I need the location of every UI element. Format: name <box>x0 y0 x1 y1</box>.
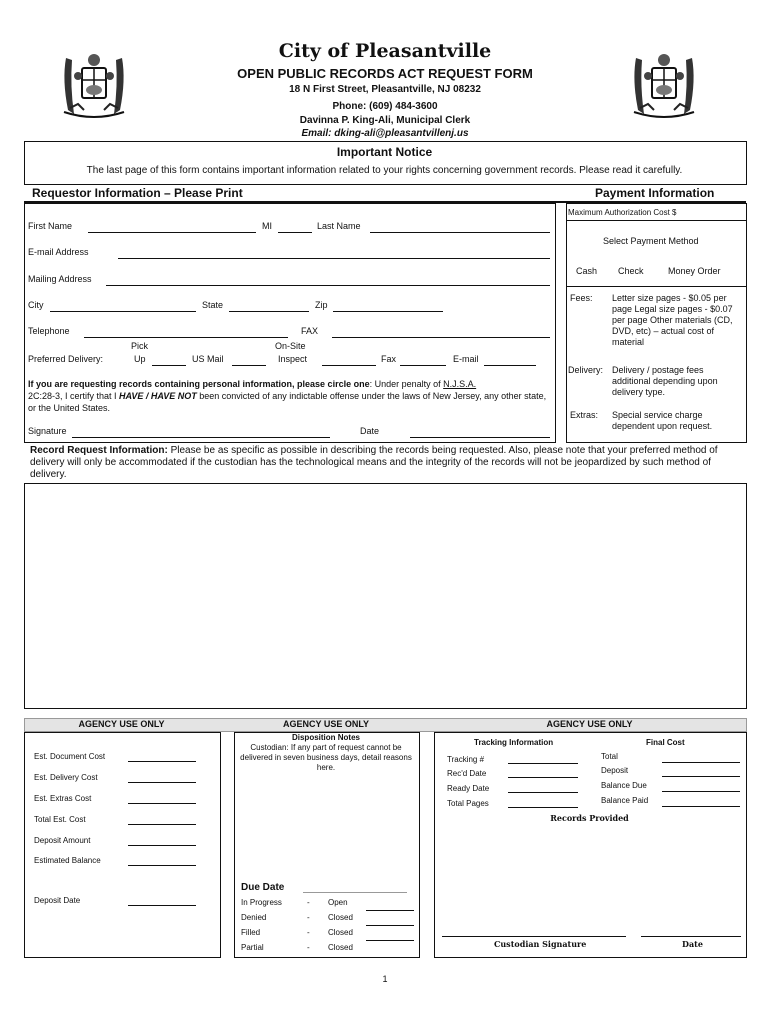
deposit-amount-field[interactable] <box>128 845 196 846</box>
city-title: City of Pleasantville <box>278 40 492 62</box>
final-deposit-field[interactable] <box>662 776 740 777</box>
balance-due-label: Balance Due <box>601 781 647 790</box>
preferred-delivery-label: Preferred Delivery: <box>28 354 104 364</box>
mailing-label: Mailing Address <box>28 274 92 284</box>
signature-label: Signature <box>28 426 67 436</box>
record-request-heading: Record Request Information: <box>30 445 168 456</box>
max-auth-label: Maximum Authorization Cost $ <box>568 208 677 217</box>
max-auth-rule <box>566 220 746 221</box>
agency3-title: AGENCY USE ONLY <box>546 719 633 729</box>
tracking-title: Tracking Information <box>474 738 554 747</box>
certification-text: If you are requesting records containing personal information, please circle one: Under penalty of N.J.S.A. 2C:28-3, I certify that I HAVE / HAVE NOT been convicted of any indictable offense under the laws of New Jersey, any other state, or the United States. <box>28 379 547 413</box>
onsite-label-top: On-Site <box>275 341 306 351</box>
custodian-date-label: Date <box>682 939 703 949</box>
status-closed: Closed <box>328 928 353 937</box>
pickup-field[interactable] <box>152 365 186 366</box>
extras-text: Special service charge dependent upon request. <box>612 410 713 431</box>
due-date-label: Due Date <box>241 882 285 893</box>
tracking-number-label: Tracking # <box>447 755 485 764</box>
deposit-date-field[interactable] <box>128 905 196 906</box>
records-provided-area[interactable] <box>440 826 739 930</box>
estimated-balance-label: Estimated Balance <box>34 856 101 865</box>
extras-label: Extras: <box>570 410 599 420</box>
have-have-not-choice[interactable]: HAVE / HAVE NOT <box>119 391 197 401</box>
agency2-title: AGENCY USE ONLY <box>282 719 370 729</box>
email-delivery-label: E-mail <box>453 354 479 364</box>
onsite-field[interactable] <box>322 365 376 366</box>
last-name-field[interactable] <box>370 232 550 233</box>
payment-method-rule <box>566 286 746 287</box>
check-option[interactable]: Check <box>618 266 644 276</box>
city-field[interactable] <box>50 311 196 312</box>
recd-date-field[interactable] <box>508 777 578 778</box>
notice-text: The last page of this form contains important information related to your rights concerning government records. Please read it carefully. <box>86 165 683 176</box>
final-deposit-label: Deposit <box>601 766 629 775</box>
balance-due-field[interactable] <box>662 791 740 792</box>
pickup-label-top: Pick <box>131 341 149 351</box>
date-field[interactable] <box>410 437 550 438</box>
est-delivery-cost-field[interactable] <box>128 782 196 783</box>
email-label: E-mail Address <box>28 247 89 257</box>
balance-paid-label: Balance Paid <box>601 796 649 805</box>
requestor-heading: Requestor Information – Please Print <box>32 186 243 200</box>
record-request-text: Record Request Information: Please be as specific as possible in describing the records being requested. Also, please note that your preferred method of delivery will only be accommodated if the custodian has the technological means and the integrity of the records will not be jeopardized by such method of delivery. <box>30 445 718 480</box>
cash-option[interactable]: Cash <box>576 266 598 276</box>
mi-field[interactable] <box>278 232 312 233</box>
status-filled-field[interactable] <box>366 925 414 926</box>
records-provided-label: Records Provided <box>550 813 629 823</box>
total-pages-field[interactable] <box>508 807 578 808</box>
status-dash: - <box>307 898 310 907</box>
final-total-field[interactable] <box>662 762 740 763</box>
balance-paid-field[interactable] <box>662 806 740 807</box>
last-name-label: Last Name <box>317 221 361 231</box>
fax-label: FAX <box>301 326 319 336</box>
header-clerk: Davinna P. King-Ali, Municipal Clerk <box>299 115 471 126</box>
money-order-option[interactable]: Money Order <box>668 266 721 276</box>
tracking-number-field[interactable] <box>508 763 578 764</box>
est-delivery-cost-label: Est. Delivery Cost <box>34 773 98 782</box>
ready-date-label: Ready Date <box>447 784 490 793</box>
mailing-field[interactable] <box>106 285 550 286</box>
pickup-label: Up <box>134 354 146 364</box>
custodian-date-field[interactable] <box>641 936 741 937</box>
form-title: OPEN PUBLIC RECORDS ACT REQUEST FORM <box>237 66 533 81</box>
status-partial[interactable]: Partial <box>241 943 264 952</box>
recd-date-label: Rec'd Date <box>447 769 487 778</box>
ready-date-field[interactable] <box>508 792 578 793</box>
final-cost-title: Final Cost <box>646 738 685 747</box>
status-filled[interactable]: Filled <box>241 928 261 937</box>
total-est-cost-label: Total Est. Cost <box>34 815 86 824</box>
total-est-cost-field[interactable] <box>128 824 196 825</box>
onsite-label: Inspect <box>278 354 308 364</box>
status-dash: - <box>307 928 310 937</box>
header-phone: Phone: (609) 484-3600 <box>332 101 438 112</box>
status-dash: - <box>307 943 310 952</box>
agency1-title: AGENCY USE ONLY <box>78 719 165 729</box>
telephone-field[interactable] <box>84 337 288 338</box>
fees-text: Letter size pages - $0.05 per page Legal size pages - $0.07 per page Other materials (CD, DVD, etc) – actual cost of material <box>612 293 733 347</box>
est-document-cost-label: Est. Document Cost <box>34 752 106 761</box>
zip-field[interactable] <box>333 311 443 312</box>
delivery-fee-text: Delivery / postage fees additional depending upon delivery type. <box>612 365 718 397</box>
payment-method-label: Select Payment Method <box>603 236 699 246</box>
fax-delivery-label: Fax <box>381 354 397 364</box>
email-field[interactable] <box>118 258 550 259</box>
date-label: Date <box>360 426 380 436</box>
est-document-cost-field[interactable] <box>128 761 196 762</box>
status-dash: - <box>307 913 310 922</box>
notice-title: Important Notice <box>336 145 433 159</box>
record-request-textarea[interactable] <box>24 483 747 709</box>
mi-label: MI <box>262 221 272 231</box>
final-total-label: Total <box>601 752 618 761</box>
certification-bold: If you are requesting records containing personal information, please circle one <box>28 379 370 389</box>
status-closed: Closed <box>328 943 353 952</box>
first-name-field[interactable] <box>88 232 256 233</box>
header-email[interactable]: Email: dking-ali@pleasantvillenj.us <box>301 128 469 139</box>
usmail-field[interactable] <box>232 365 266 366</box>
due-date-field[interactable] <box>303 892 407 893</box>
email-delivery-field[interactable] <box>484 365 536 366</box>
estimated-balance-field[interactable] <box>128 865 196 866</box>
telephone-label: Telephone <box>28 326 70 336</box>
disposition-text: Custodian: If any part of request cannot be delivered in seven business days, detail reasons here. <box>240 743 412 772</box>
status-open: Open <box>328 898 348 907</box>
status-partial-field[interactable] <box>366 940 414 941</box>
usmail-label: US Mail <box>192 354 224 364</box>
est-extras-cost-label: Est. Extras Cost <box>34 794 92 803</box>
delivery-fee-label: Delivery: <box>568 365 604 375</box>
signature-field[interactable] <box>72 437 330 438</box>
deposit-date-label: Deposit Date <box>34 896 81 905</box>
total-pages-label: Total Pages <box>447 799 489 808</box>
status-closed: Closed <box>328 913 353 922</box>
deposit-amount-label: Deposit Amount <box>34 836 91 845</box>
fax-delivery-field[interactable] <box>400 365 446 366</box>
header-address: 18 N First Street, Pleasantville, NJ 08232 <box>289 84 481 95</box>
first-name-label: First Name <box>28 221 73 231</box>
custodian-signature-field[interactable] <box>442 936 626 937</box>
payment-heading: Payment Information <box>595 186 715 200</box>
zip-label: Zip <box>315 300 328 310</box>
state-field[interactable] <box>229 311 309 312</box>
page-number: 1 <box>382 974 388 984</box>
status-denied[interactable]: Denied <box>241 913 267 922</box>
city-label: City <box>28 300 44 310</box>
custodian-signature-label: Custodian Signature <box>494 939 587 949</box>
state-label: State <box>202 300 224 310</box>
est-extras-cost-field[interactable] <box>128 803 196 804</box>
fax-field[interactable] <box>332 337 550 338</box>
status-in-progress[interactable]: In Progress <box>241 898 282 907</box>
disposition-title: Disposition Notes <box>291 733 360 742</box>
fees-label: Fees: <box>570 293 593 303</box>
status-denied-field[interactable] <box>366 910 414 911</box>
